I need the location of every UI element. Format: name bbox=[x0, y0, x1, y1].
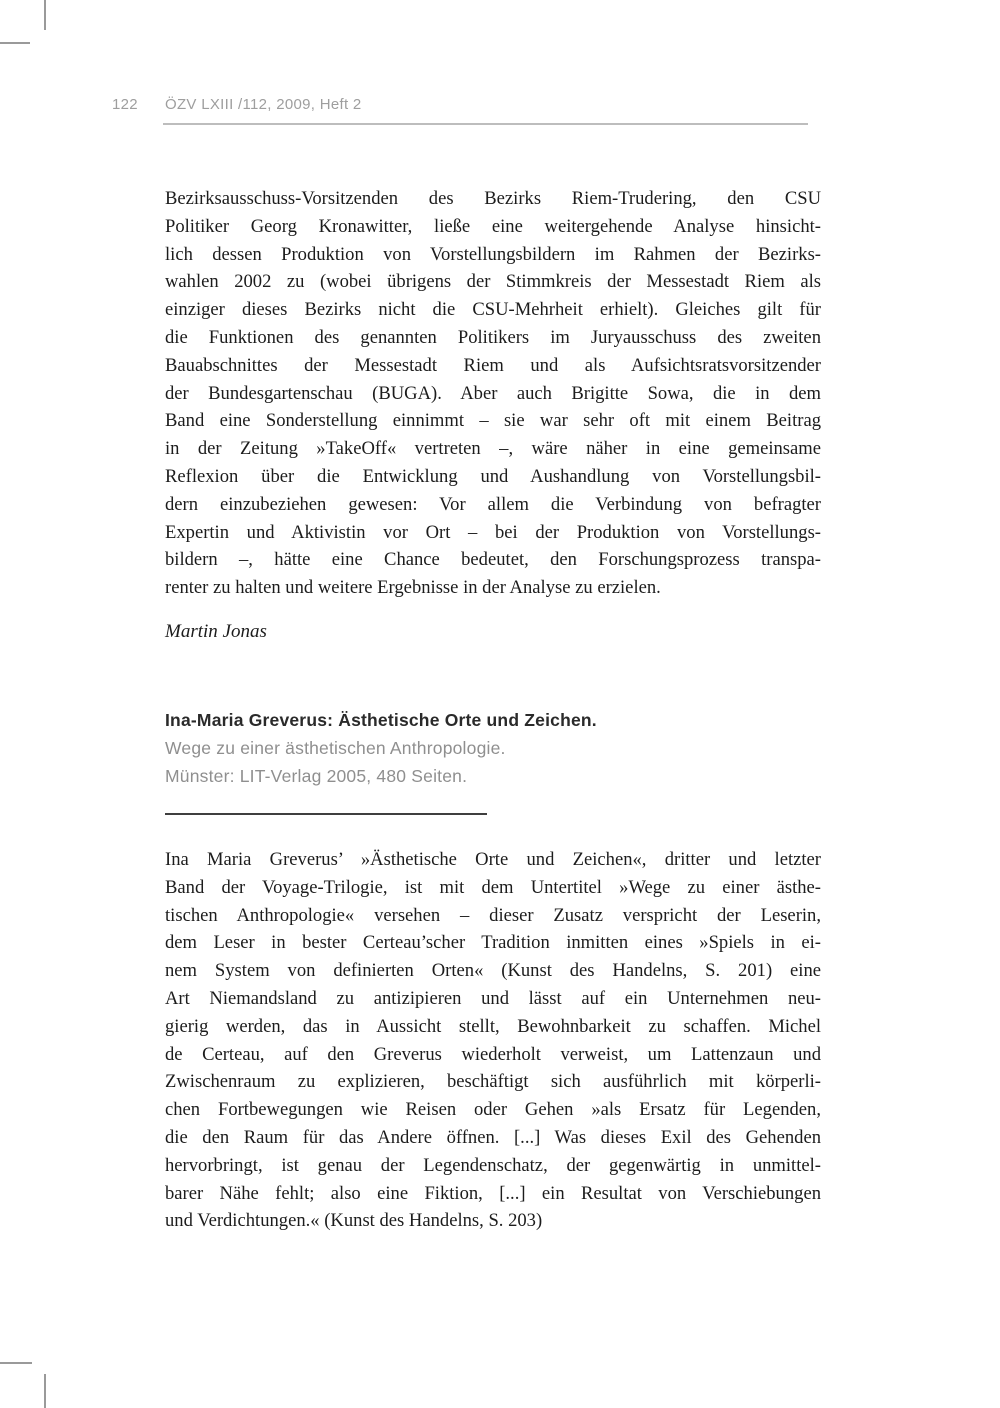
text-line: Zwischenraum zu explizieren, beschäftigt sich ausführlich mit körperli- bbox=[165, 1071, 821, 1093]
text-line: Art Niemandsland zu antizipieren und lässt auf ein Unternehmen neu- bbox=[165, 987, 821, 1009]
journal-header: ÖZV LXIII /112, 2009, Heft 2 bbox=[165, 96, 362, 113]
header-rule bbox=[163, 123, 808, 125]
author-signature: Martin Jonas bbox=[165, 621, 267, 642]
text-line: wahlen 2002 zu (wobei übrigens der Stimmkreis der Messestadt Riem als bbox=[165, 271, 821, 293]
text-line: der Bundesgartenschau (BUGA). Aber auch Brigitte Sowa, die in dem bbox=[165, 382, 821, 404]
text-line: Reflexion über die Entwicklung und Aushandlung von Vorstellungsbil- bbox=[165, 465, 821, 487]
text-line: dem Leser in bester Certeau’scher Tradition inmitten eines »Spiels in ei- bbox=[165, 932, 821, 954]
text-line: barer Nähe fehlt; also eine Fiktion, [...] ein Resultat von Verschiebungen bbox=[165, 1182, 821, 1204]
book-imprint: Münster: LIT-Verlag 2005, 480 Seiten. bbox=[165, 766, 468, 786]
text-line: bildern –, hätte eine Chance bedeutet, den Forschungsprozess transpa- bbox=[165, 549, 821, 571]
crop-mark-top-left-vertical bbox=[44, 0, 46, 30]
text-line: Band eine Sonderstellung einnimmt – sie war sehr oft mit einem Beitrag bbox=[165, 410, 821, 432]
page-number: 122 bbox=[112, 96, 138, 113]
text-line: Politiker Georg Kronawitter, ließe eine weitergehende Analyse hinsicht- bbox=[165, 215, 821, 237]
book-heading-block bbox=[165, 706, 821, 790]
text-line: hervorbringt, ist genau der Legendenschatz, der gegenwärtig in unmittel- bbox=[165, 1154, 821, 1176]
text-line: gierig werden, das in Aussicht stellt, Bewohnbarkeit zu schaffen. Michel bbox=[165, 1015, 821, 1037]
text-line: Expertin und Aktivistin vor Ort – bei der Produktion von Vorstellungs- bbox=[165, 521, 821, 543]
text-line: einziger dieses Bezirks nicht die CSU-Mehrheit erhielt). Gleiches gilt für bbox=[165, 299, 821, 321]
section-rule bbox=[165, 813, 487, 815]
text-line: dern einzubeziehen gewesen: Vor allem die Verbindung von befragter bbox=[165, 493, 821, 515]
review-previous-paragraph bbox=[165, 185, 821, 602]
text-line: Bezirksausschuss-Vorsitzenden des Bezirks Riem-Trudering, den CSU bbox=[165, 188, 821, 209]
crop-mark-bottom-left-horizontal bbox=[0, 1362, 32, 1364]
crop-mark-bottom-left-vertical bbox=[44, 1374, 46, 1408]
text-line: und Verdichtungen.« (Kunst des Handelns, S. 203) bbox=[165, 1210, 543, 1232]
text-line: in der Zeitung »TakeOff« vertreten –, wäre näher in eine gemeinsame bbox=[165, 438, 821, 460]
review-greverus-paragraph bbox=[165, 846, 821, 1235]
text-line: Band der Voyage-Trilogie, ist mit dem Untertitel »Wege zu einer ästhe- bbox=[165, 876, 821, 898]
text-line: Ina Maria Greverus’ »Ästhetische Orte und Zeichen«, dritter und letzter bbox=[165, 849, 821, 870]
book-subtitle: Wege zu einer ästhetischen Anthropologie. bbox=[165, 738, 506, 758]
text-line: de Certeau, auf den Greverus wiederholt verweist, um Lattenzaun und bbox=[165, 1043, 821, 1065]
text-line: Bauabschnittes der Messestadt Riem und als Aufsichtsratsvorsitzender bbox=[165, 354, 821, 376]
text-line: tischen Anthropologie« versehen – dieser Zusatz verspricht der Leserin, bbox=[165, 904, 821, 926]
crop-mark-top-left-horizontal bbox=[0, 42, 30, 44]
text-line: die Funktionen des genannten Politikers im Juryausschuss des zweiten bbox=[165, 326, 821, 348]
book-title: Ina-Maria Greverus: Ästhetische Orte und Zeichen. bbox=[165, 710, 597, 730]
text-line: chen Fortbewegungen wie Reisen oder Gehen »als Ersatz für Legenden, bbox=[165, 1099, 821, 1121]
text-line: lich dessen Produktion von Vorstellungsbildern im Rahmen der Bezirks- bbox=[165, 243, 821, 265]
text-line: renter zu halten und weitere Ergebnisse in der Analyse zu erzielen. bbox=[165, 577, 661, 599]
text-line: nem System von definierten Orten« (Kunst des Handelns, S. 201) eine bbox=[165, 960, 821, 982]
text-line: die den Raum für das Andere öffnen. [...] Was dieses Exil des Gehenden bbox=[165, 1126, 821, 1148]
